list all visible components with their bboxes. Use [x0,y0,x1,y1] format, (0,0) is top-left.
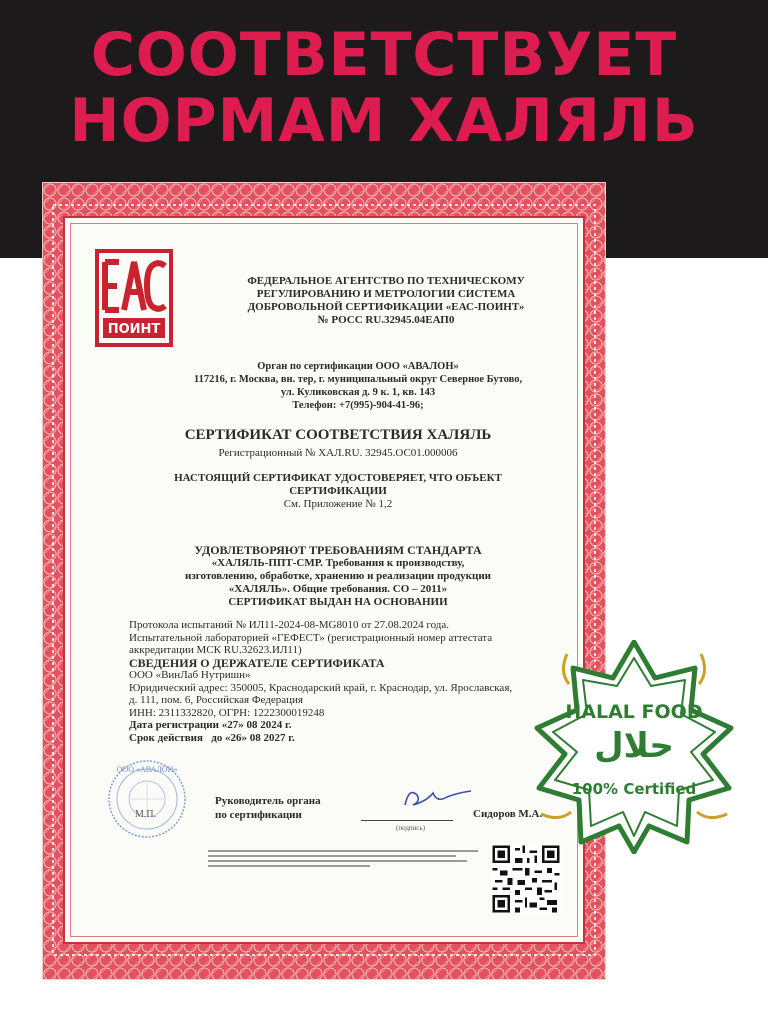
signature [395,783,475,813]
standard-line: изготовлению, обработке, хранению и реализации продукции [184,570,492,582]
certifier-block [153,360,563,412]
halal-title: HALAL FOOD [565,701,703,723]
headline-line-1: СООТВЕТСТВУЕТ [90,20,678,90]
halal-arabic-text: حلال [594,726,674,766]
appendix-reference: См. Приложение № 1,2 [283,498,393,510]
certifier-line: Орган по сертификации ООО «АВАЛОН» [257,361,459,372]
head-label [215,794,321,822]
standard-block [113,544,563,609]
head-label-line: по сертификации [215,809,302,821]
standard-line: «ХАЛЯЛЬ-ППТ-СМР. Требования к производству, [211,557,465,569]
agency-line: РЕГУЛИРОВАНИЮ И МЕТРОЛОГИИ СИСТЕМА [256,288,516,300]
agency-line: ФЕДЕРАЛЬНОЕ АГЕНТСТВО ПО ТЕХНИЧЕСКОМУ [247,275,525,287]
certificate-title-block [113,426,563,460]
certifier-line: 117216, г. Москва, вн. тер, г. муниципальный округ Северное Бутово, [193,374,523,385]
agency-line: № РОСС RU.32945.04ЕАП0 [317,314,455,326]
stamp-text: ООО «АВАЛОН» [116,765,178,774]
registration-number: Регистрационный № ХАЛ.RU. 32945.ОС01.000006 [218,447,458,459]
certifies-line: СЕРТИФИКАЦИИ [289,485,387,497]
signature-line [361,820,453,821]
fine-print [208,850,478,870]
holder-line: Юридический адрес: 350005, Краснодарский край, г. Краснодар, ул. Ярославская, [129,681,513,694]
standard-line: СЕРТИФИКАТ ВЫДАН НА ОСНОВАНИИ [228,596,448,608]
certificate-title: СЕРТИФИКАТ СООТВЕТСТВИЯ ХАЛЯЛЬ [184,427,492,443]
holder-line: ООО «ВинЛаб Нутришн» [129,669,251,681]
certificate [43,183,605,979]
holder-line: ИНН: 2311332820, ОГРН: 1222300019248 [129,706,325,719]
svg-text:ПОИНТ: ПОИНТ [107,322,161,337]
agency-header [216,275,556,327]
signature-caption: (подпись) [396,824,426,832]
certifier-line: Телефон: +7(995)-904-41-96; [292,400,424,411]
certifies-line: НАСТОЯЩИЙ СЕРТИФИКАТ УДОСТОВЕРЯЕТ, ЧТО ОБЪЕКТ [174,472,502,484]
mp-label: М.П. [135,809,157,820]
validity-period: Срок действия до «26» 08 2027 г. [129,731,295,744]
certifies-block [113,472,563,511]
headline-line-2: НОРМАМ ХАЛЯЛЬ [69,86,699,156]
agency-line: ДОБРОВОЛЬНОЙ СЕРТИФИКАЦИИ «ЕАС-ПОИНТ» [247,301,525,313]
protocol-block [129,619,549,744]
protocol-line: Испытательной лабораторией «ГЕФЕСТ» (регистрационный номер аттестата [129,631,493,644]
holder-line: д. 111, пом. 6, Российская Федерация [129,694,303,706]
protocol-line: Протокола испытаний № ИЛ11-2024-08-MG8010 от 27.08.2024 года. [129,619,450,631]
standard-line: «ХАЛЯЛЬ». Общие требования. СО – 2011» [228,583,448,595]
standard-line: УДОВЛЕТВОРЯЮТ ТРЕБОВАНИЯМ СТАНДАРТА [194,543,482,557]
protocol-line: аккредитации МСК RU.32623.ИЛ11) [129,644,302,656]
registration-date: Дата регистрации «27» 08 2024 г. [129,719,292,731]
headline [0,22,768,154]
halal-subtitle: 100% Certified [571,780,697,798]
certifier-line: ул. Куликовская д. 9 к. 1, кв. 143 [280,387,436,398]
signer-name: Сидоров М.А. [473,808,543,820]
head-label-line: Руководитель органа [215,795,321,807]
holder-heading: СВЕДЕНИЯ О ДЕРЖАТЕЛЕ СЕРТИФИКАТА [129,655,385,670]
eac-point-logo [91,248,177,348]
